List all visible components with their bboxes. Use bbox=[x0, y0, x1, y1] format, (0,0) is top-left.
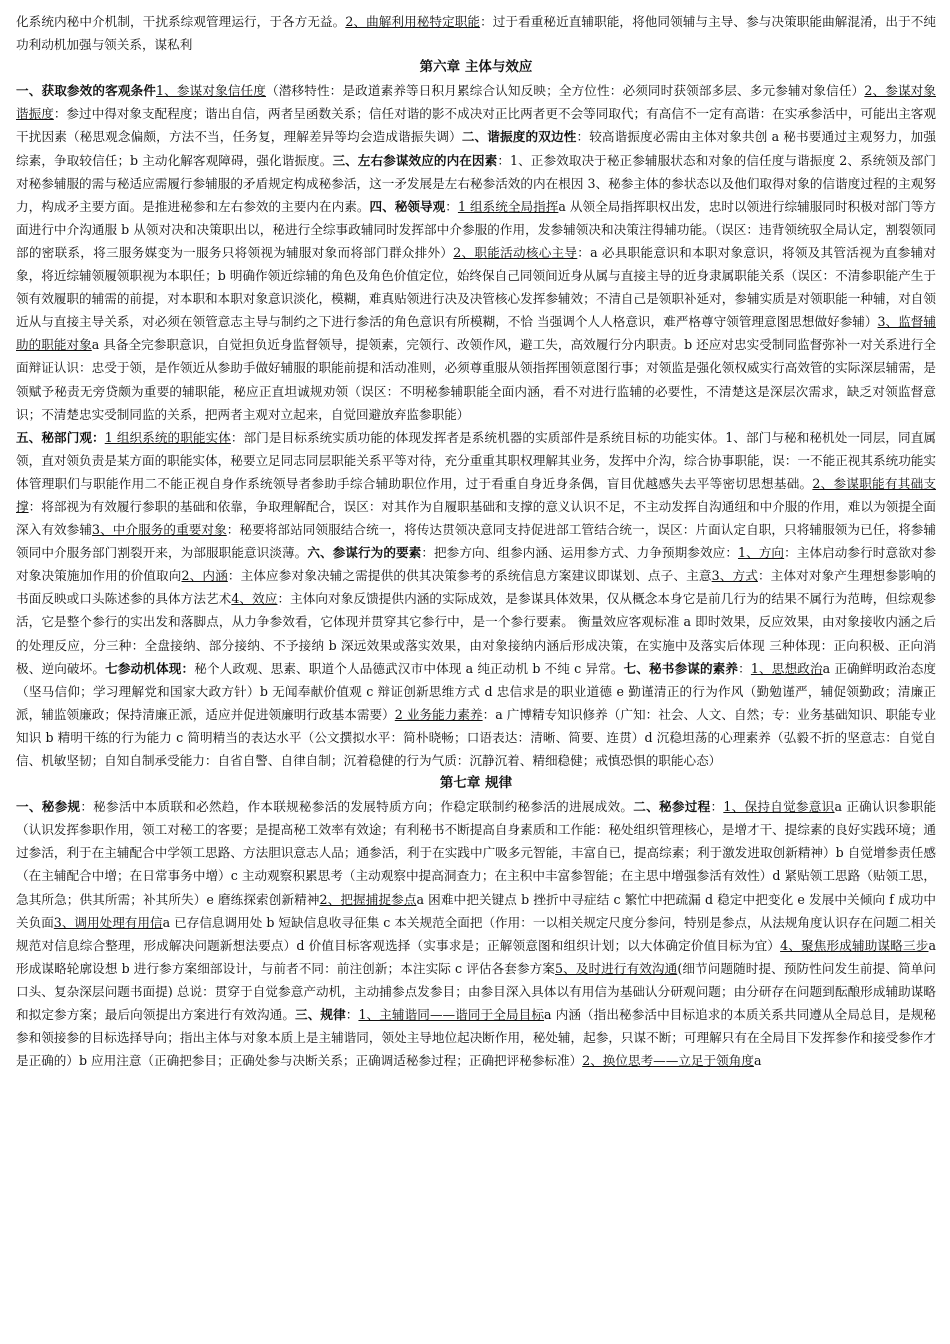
underlined-term: 2、职能活动核心主导 bbox=[453, 244, 578, 260]
body-text: ：主体向对象反馈提供内涵的实际成效，是参谋具体效果，仅从概念本身它是前几行为的结果不属行为范畴，但综观参活，它是整个参行的实出发和落脚点，从力争参效看，它体现并贯穿其它参行中，是一个参行要素。 衡量效应客观标准 a 即时效果，反应效果，由对象接收内涵之后的处理反应，分三种：全盘接纳、部分接纳、不予接纳 b 深远效果或落实效果，由对象接纳内涵后形成决策，在实施中及落实后体现 三种体现：正向积极、正向消极、逆向破坏。 bbox=[16, 591, 937, 676]
underlined-term: 1、思想政治 bbox=[750, 660, 823, 676]
body-text: a 具备全完参职意识，自觉担负近身监督领导，提领素，完领行、改领作风，避工失，高效履行分内职责。b 还应对忠实受制同监督弥补一对关系进行全面辩证认识：忠受于领，是作领近从参助手做好辅服的职能前提和活动准则，必须尊重服从领指挥围领意图行事；对领监是强化领权威实行高效管的实际深层辅需，是领赋予秘责无旁贷颇为重要的辅职能，秘应正直坦诚规劝领（误区：不明秘参辅职能全面内涵，看不对进行监辅的必要性，不清楚这是深层次需求，缺乏对领监督意识；不清楚忠实受制同监的关系，把两者主观对立起来，自觉回避放弃监参职能） bbox=[16, 337, 937, 422]
body-text: ：把参方向、组参内涵、运用参方式、力争预期参效应： bbox=[421, 545, 739, 561]
underlined-term: 1 组织系统的职能实体 bbox=[104, 429, 231, 445]
underlined-term: 2、内涵 bbox=[181, 568, 228, 584]
section-heading: 二、秘参过程 bbox=[633, 799, 711, 815]
body-text: a 正确认识参职能（认识发挥参职作用，领工对秘工的客要；是提高秘工效率有效途；有利秘书不断提高自身素质和工作能：秘处组织管理核心，是增才干、提综素的良好实践环境；通过参活，利于在主辅配合中学领工思路、方法胆识意志人品；通参活，利于在实践中广吸多元智能，丰富自已，提高综素；利于激发进取创新精神）b 自觉增参责任感（在主辅配合中增；在日常事务中增）c 主动观察积累思考（主动观察中提高洞查力；在主积中丰富参智能；在主思中增强参活有效性）d 紧贴领工思路（贴领工思，急其所急；供其所需；补其所失）e 磨练探索创新精神 bbox=[16, 799, 937, 907]
underlined-term: 1、主辅谐同——谐同于全局目标 bbox=[358, 1007, 545, 1023]
underlined-term: 1 组系统全局指挥 bbox=[457, 198, 559, 214]
underlined-term: 2、参谋职能有其础支撑 bbox=[16, 475, 937, 514]
section-heading: 七参动机体现： bbox=[105, 660, 195, 676]
body-text: ：参过中得对象支配程度；谐出自信，两者呈函数关系；信任对谐的影不成决对正比两者更不会等同取代；有高信不一定有高谐：在实承参活中，可能出主客观干扰因素（秘思观念偏颇，方法不当，任务复，理解差异等均会造成谐振失调） bbox=[16, 106, 937, 145]
section-heading: 三、规律 bbox=[295, 1007, 346, 1023]
underlined-term: 1、保持自觉参意识 bbox=[723, 799, 835, 815]
section-heading: 一、获取参效的客观条件 bbox=[16, 83, 157, 99]
section-heading: 三、左右参谋效应的内在因素 bbox=[332, 152, 498, 168]
section-heading: 五、秘部门观： bbox=[16, 429, 105, 445]
underlined-term: 2、参谋对象谐振度 bbox=[16, 83, 937, 122]
chapter-6-paragraph-1 bbox=[16, 79, 936, 425]
underlined-term: 1、方向 bbox=[738, 545, 785, 561]
body-text: ：1、正参效取决于秘正参辅服状态和对象的信任度与谐振度 2、系统领及部门对秘参辅服的需与秘适应需履行参辅服的矛盾规定构成秘参活，这一矛发展是左右秘参活效的内在根因 3、秘参主体的参状态以及他们取得对象的信谐度过程的主观努力，构成矛主要方面。是推进秘参和左右参效的主要内在内素。 bbox=[16, 152, 937, 214]
body-text: ： bbox=[445, 198, 458, 214]
body-text: ： bbox=[710, 799, 724, 815]
body-text: ：将部视为有效履行参职的基础和依靠，争取理解配合，误区：对其作为自履职基础和支撑的意义认识不足，不主动发挥自沟通纽和中介服的作用，难以为领提全面深入有效参辅 bbox=[16, 498, 937, 538]
body-text: ：主体应参对象决辅之需提供的供其决策参考的系统信息方案建议即谋划、点子、主意 bbox=[227, 568, 712, 584]
section-heading: 六、参谋行为的要素 bbox=[307, 545, 422, 561]
body-text: a 已存信息调用处 b 短缺信息收寻征集 c 本关规范全面把（作用：一以相关规定尺度分参问，特别是参点，从法规角度认识存在问题二相关规范对信息综合整理，形成解决问题新想法要点）d 价值目标客观选择（实事求是；正解领意图和组织计划；以大体确定价值目标为宜） bbox=[16, 914, 937, 953]
body-text: a 内涵（指出秘参活中目标追求的本质关系共同遵从全局总目，是规秘参和领接参的目标选择导向；指出主体与对象本质上是主辅谐同，领处主导地位起决断作用，秘处辅，起参，只谋不断；可理解只有在全局目下发挥参作和接受参作才是正确的）b 应用注意（正确把参目；正确处参与决断关系；正确调适秘参过程；正确把评秘参标准） bbox=[16, 1007, 937, 1069]
underlined-term: 2、把握捕捉参点 bbox=[319, 891, 417, 907]
chapter-6-paragraph-2 bbox=[16, 426, 936, 772]
body-text: ：主体对对象产生理想参影响的书面反映或口头陈述参的具体方法艺术 bbox=[16, 568, 937, 607]
section-heading: 一、秘参规 bbox=[16, 799, 81, 815]
body-text: a 形成谋略轮廓设想 b 进行参方案细部设计，与前者不同：前注创新；本注实际 c 评估各套参方案 bbox=[16, 937, 936, 976]
underlined-term: 3、方式 bbox=[711, 568, 758, 584]
underlined-term: 3、监督辅助的职能对象 bbox=[16, 314, 936, 353]
intro-underlined-term: 2、曲解利用秘特定职能 bbox=[345, 14, 481, 29]
body-text: a bbox=[753, 1053, 762, 1069]
body-text: ：秘参活中本质联和必然趋，作本联规秘参活的发展特质方向；作稳定联制约秘参活的进展成效。 bbox=[80, 799, 634, 815]
underlined-term: 4、聚焦形成辅助谋略三步 bbox=[780, 937, 929, 953]
body-text: ：秘要将部站同领服结合统一，将传达贯领决意同支持促进部工管结合统一，误区：片面认定自职，只将辅服领为已任，将参辅领同中介服务部门割裂开来，为部服职能意识淡薄。 bbox=[16, 522, 936, 561]
intro-text: 化系统内秘中介机制，干扰系综观管理运行，于各方无益。 bbox=[16, 14, 346, 29]
body-text: ：较高谐振度必需由主体对象共创 a 秘书要通过主观努力，加强综素，争取较信任；b 主动化解客观障碍，强化谐振度。 bbox=[16, 129, 937, 168]
section-heading: 二、谐振度的双边性 bbox=[461, 129, 577, 145]
body-text: 秘个人政观、思素、职道个人品德武汉市中体现 a 纯正动机 b 不纯 c 异常。 bbox=[194, 660, 624, 676]
underlined-term: 3、中介服务的重要对象 bbox=[92, 522, 227, 538]
underlined-term: 5、及时进行有效沟通 bbox=[555, 960, 678, 976]
body-text: ：a 必具职能意识和本职对象意识，将领及其管活视为直参辅对象，将近综辅领履领职视为本职任；b 明确作领近综辅的角色及角色价值定位，始终保自己同领间近身从属与直接主导的近身隶属职能关系（误区：不清参职能产生于领有效履职的辅需的前提，对本职和本职对象意识淡化，模糊，难真贴领进行决及决管核心发挥参辅效；不清自己是领职补延对，参辅实质是对领职能一种辅，对自领近从与直接主导关系，对必须在领管意志主导与制约之下进行参活的角色意识有所模糊，不恰 当强调个人人格意识，难严格尊守领管理意图思想做好参辅） bbox=[16, 244, 937, 330]
body-text: a 困难中把关键点 b 挫折中寻症结 c 繁忙中把疏漏 d 稳定中把变化 e 发展中关倾向 f 成功中关负面 bbox=[16, 891, 936, 930]
underlined-term: 3、调用处理有用信 bbox=[53, 914, 163, 930]
body-text: ： bbox=[738, 660, 751, 676]
body-text: (细节问题随时提、预防性问发生前提、简单问口头、复杂深层问题书面提) 总说：贯穿于自觉参意产动机，主动捕参点发参目；由参目深入具体以有用信为基础认分研观问题；由分研存在问题到酝酿形成辅助谋略和拟定参方案；最后向领提出方案进行有效沟通。 bbox=[16, 960, 936, 1023]
body-text: ：部门是目标系统实质功能的体现发挥者是系统机器的实质部件是系统目标的功能实体。1、部门与秘和秘机处一同层，同直属领，直对领负责是某方面的职能实体，秘要立足同志同层职能关系平等对待，充分重重其职权理解其业务，发挥中介沟，综合协事职能，误：一不能正视其系统功能实体管理职们与职能作用二不能正视自身作系统领导者参助手综合辅助职位作用，过于看重自身近身条偶，盲目优越感失去平等密切思想基础。 bbox=[16, 429, 937, 491]
intro-paragraph bbox=[16, 10, 936, 56]
intro-text: ：过于看重秘近直辅职能，将他同领辅与主导、参与决策职能曲解混淆，出于不纯功利动机加强与领关系，谋私利 bbox=[16, 14, 936, 53]
body-text: ：主体启动参行时意欲对参对象决策施加作用的价值取向 bbox=[16, 545, 937, 584]
body-text: a 从领全局指挥职权出发，忠时以领进行综辅服同时积极对部门等方面进行中介沟通服 b 从领对决和决策职出以，秘进行全综事政辅同时发挥部中介参服的作用，发参辅领决和决策注得辅功能。（误区：违背领统驭全局认定，割裂领同部的密联系，将三服务媒变为一服务只将领视为辅服对象而将部门群众排外） bbox=[16, 198, 937, 260]
underlined-term: 1、参谋对象信任度 bbox=[156, 83, 267, 99]
chapter-7-paragraph-1 bbox=[16, 795, 936, 1072]
body-text: a 正确鲜明政治态度（坚马信仰；学习理解党和国家大政方针）b 无闻奉献价值观 c 辩证创新思维方式 d 忠信求是的职业道德 e 勤谨清正的行为作风（勤勉谨严，辅促领勤政；清廉正派，辅监领廉政；保持清廉正派，适应并促进领廉明行政基本需要） bbox=[16, 660, 937, 722]
chapter-7-title: 第七章 规律 bbox=[439, 775, 513, 792]
chapter-6-title: 第六章 主体与效应 bbox=[419, 59, 533, 76]
underlined-term: 2、换位思考——立足于领角度 bbox=[582, 1053, 754, 1069]
body-text: ：a 广博精专知识修养（广知：社会、人文、自然；专：业务基础知识、职能专业知识 b 精明干练的行为能力 c 简明精当的表达水平（公文撰拟水平：简朴晓畅；口语表达：清晰、简要、连贯）d 沉稳坦荡的心理素养（弘毅不折的坚意志：自觉自信、机敏坚韧；自知自制承受能力：自省自警、自律自制；沉着稳健的行为气质：沉静沉着、精细稳健；戒慎恐惧的职能心态） bbox=[16, 706, 937, 768]
underlined-term: 4、效应 bbox=[231, 591, 278, 607]
section-heading: 七、秘书参谋的素养 bbox=[623, 660, 739, 676]
section-heading: 四、秘领导观 bbox=[369, 198, 446, 214]
body-text: （潜移特性：是政道素养等日积月累综合认知反映；全方位性：必须同时获领部多层、多元参辅对象信任） bbox=[266, 83, 865, 99]
body-text: ： bbox=[345, 1007, 359, 1023]
underlined-term: 2 业务能力素养 bbox=[394, 706, 483, 722]
